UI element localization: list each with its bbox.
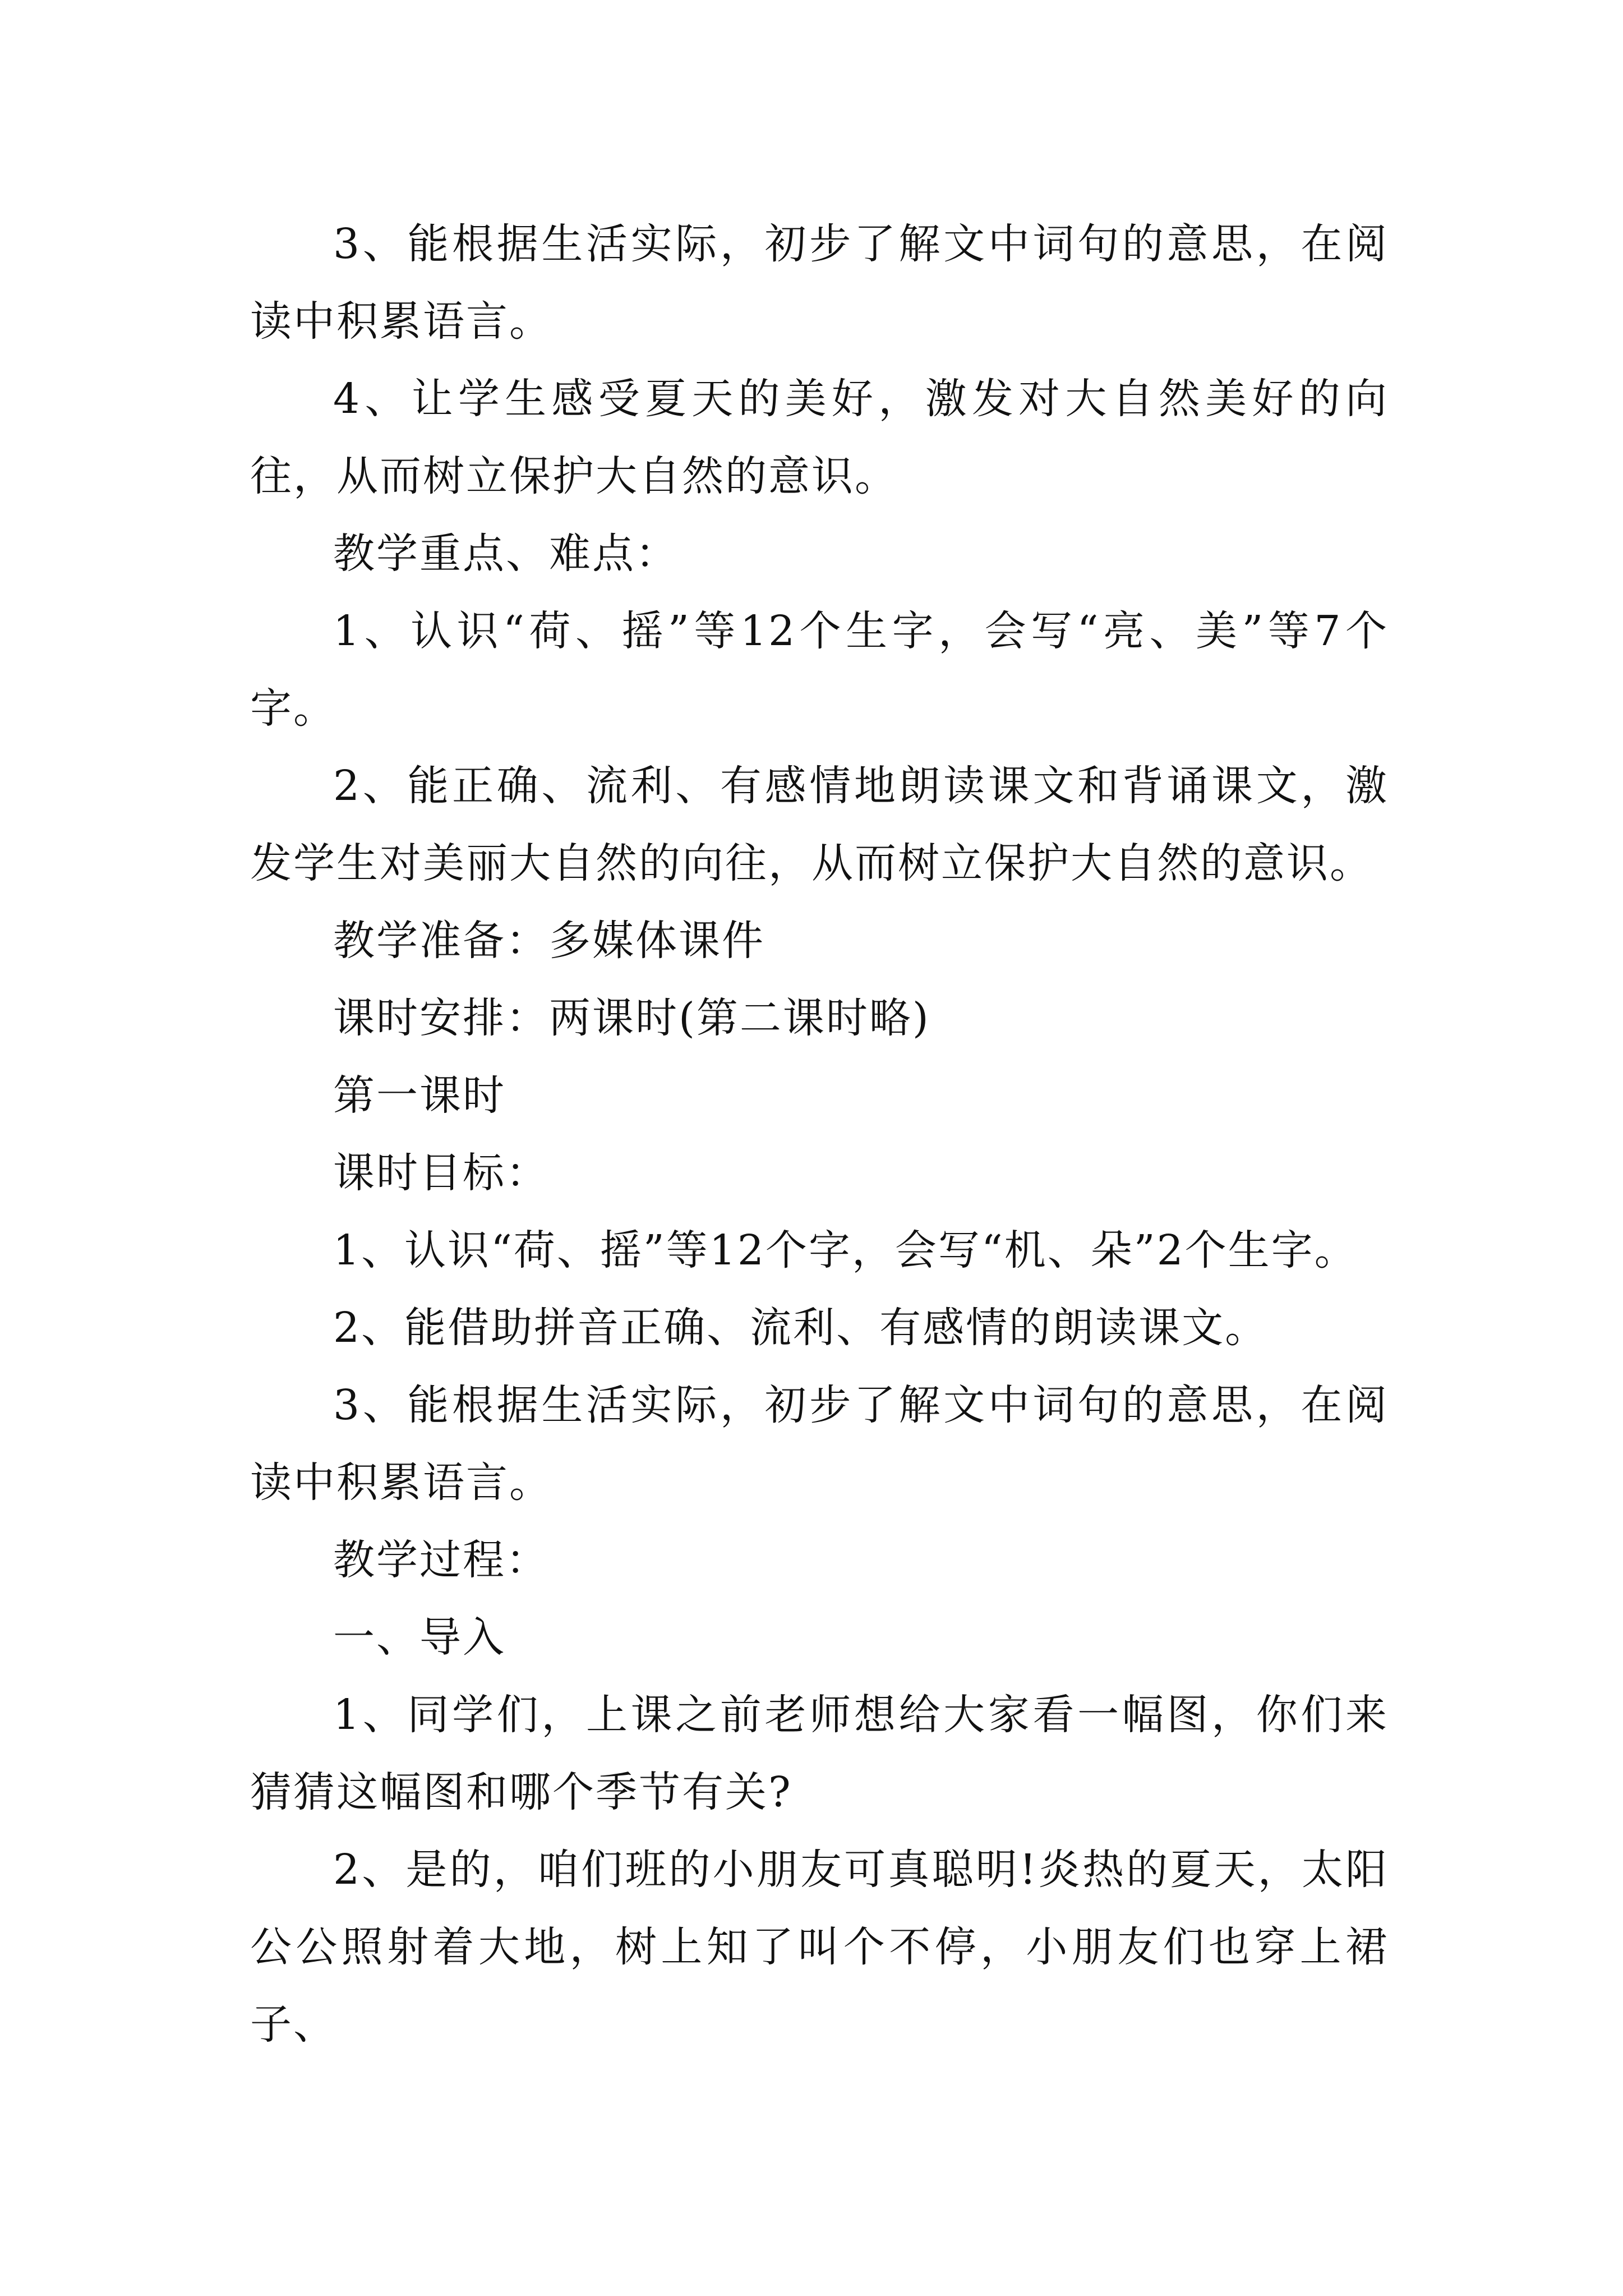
section-heading: 一、导入 — [333, 1613, 506, 1662]
paragraph: 4、让学生感受夏天的美好，激发对大自然美好的向往，从而树立保护大自然的意识。 — [250, 375, 1389, 500]
paragraph: 1、认识“荷、摇”等12个字，会写“机、朵”2个生字。 — [333, 1226, 1358, 1274]
section-heading: 课时目标： — [333, 1149, 549, 1197]
paragraph: 1、认识“荷、摇”等12个生字，会写“亮、美”等7个字。 — [250, 607, 1389, 733]
paragraph: 1、同学们，上课之前老师想给大家看一幅图，你们来猜猜这幅图和哪个季节有关? — [250, 1691, 1389, 1816]
paragraph: 教学准备：多媒体课件 — [333, 917, 765, 965]
paragraph: 3、能根据生活实际，初步了解文中词句的意思，在阅读中积累语言。 — [250, 220, 1389, 346]
paragraph: 课时安排：两课时(第二课时略) — [333, 994, 930, 1042]
section-heading: 第一课时 — [333, 1071, 506, 1120]
paragraph: 2、能借助拼音正确、流利、有感情的朗读课文。 — [333, 1304, 1269, 1352]
paragraph: 2、能正确、流利、有感情地朗读课文和背诵课文，激发学生对美丽大自然的向往，从而树立保护大自然的意识。 — [250, 762, 1389, 887]
paragraph: 2、是的，咱们班的小朋友可真聪明!炎热的夏天，太阳公公照射着大地，树上知了叫个不停，小朋友们也穿上裙子、 — [250, 1846, 1389, 2049]
section-heading: 教学重点、难点： — [333, 530, 679, 578]
document-body — [250, 205, 1389, 2063]
paragraph: 3、能根据生活实际，初步了解文中词句的意思，在阅读中积累语言。 — [250, 1381, 1389, 1507]
section-heading: 教学过程： — [333, 1536, 549, 1584]
